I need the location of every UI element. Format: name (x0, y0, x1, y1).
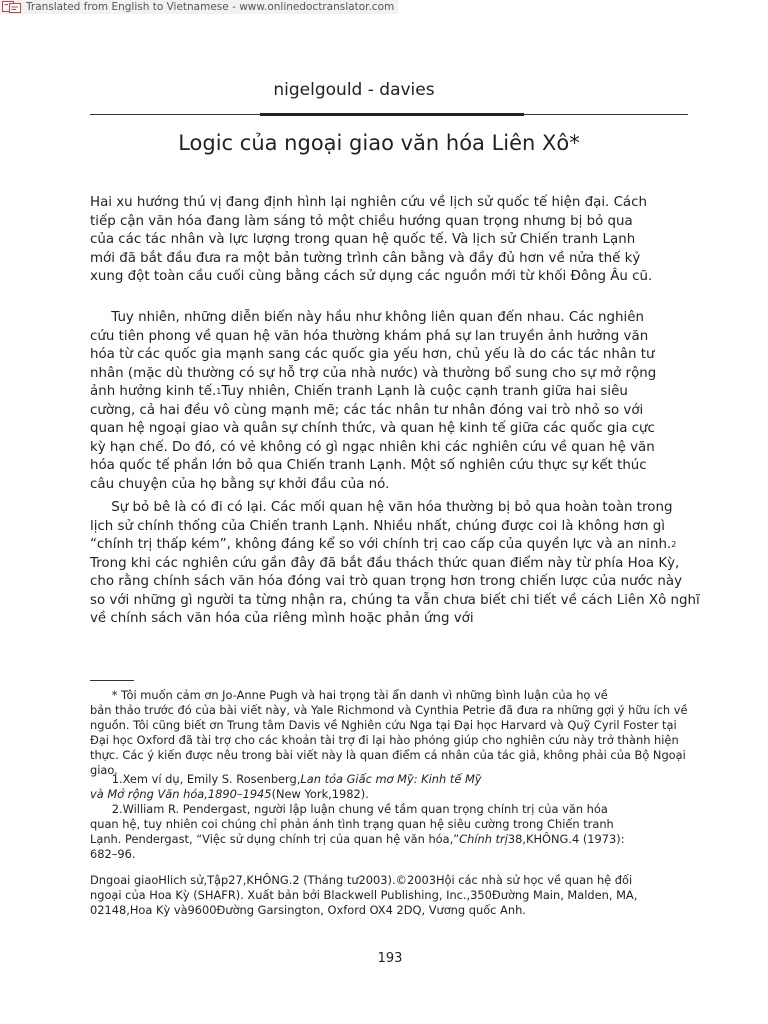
page-number: 193 (377, 951, 403, 966)
text-line-content: Sự bỏ bê là có đi có lại. Các mối quan hệ văn hóa thường bị bỏ qua hoàn toàn trong (111, 500, 673, 515)
text-line: mới đã bắt đầu đưa ra một bản tường trình cân bằng và đầy đủ hơn về nửa thế kỷ (90, 250, 641, 266)
text-line: hóa quốc tế phần lớn bỏ qua Chiến tranh Lạnh. Một số nghiên cứu thực sự kết thúc (90, 458, 647, 473)
footnote-text: (New York,1982). (271, 787, 369, 801)
text-line: nhân (mặc dù thường có sự hỗ trợ của nhà nước) và thường bổ sung cho sự mở rộng (90, 365, 657, 381)
footnote-line: Đại học Oxford đã tài trợ cho các khoản tài trợ đi lại hào phóng giúp cho nghiên cứu này trở thành hiện (90, 733, 679, 747)
text-line: cứu tiên phong về quan hệ văn hóa thường khám phá sự lan truyền ảnh hưởng văn (90, 328, 649, 344)
text-line: xung đột toàn cầu cuối cùng bằng cách sử dụng các nguồn mới từ khối Đông Âu cũ. (90, 269, 653, 284)
footnote-book-title: và Mở rộng Văn hóa,1890–1945 (90, 787, 272, 801)
footnote-star (90, 688, 690, 778)
text-line (90, 499, 696, 518)
text-line (90, 536, 696, 555)
text-fragment: “chính trị thấp kém”, không đáng kể so với chính trị cao cấp của quyền lực và an ninh. (90, 537, 672, 552)
copyright-line: ngoại của Hoa Kỳ (SHAFR). Xuất bản bởi Blackwell Publishing, Inc.,350Đường Main, Malden, MA, (90, 888, 638, 902)
text-fragment: ảnh hưởng kinh tế. (90, 384, 217, 399)
text-line: của các tác nhân và lực lượng trong quan hệ quốc tế. Và lịch sử Chiến tranh Lạnh (90, 232, 636, 247)
footnote-line (90, 787, 690, 802)
footnote-text: 2.William R. Pendergast, người lập luận chung về tầm quan trọng chính trị của văn hóa (111, 802, 608, 816)
text-line: Hai xu hướng thú vị đang định hình lại nghiên cứu về lịch sử quốc tế hiện đại. Cách (90, 195, 647, 210)
footnote-line: bản thảo trước đó của bài viết này, và Yale Richmond và Cynthia Petrie đã đưa ra những gợi ý hữu ích về (90, 703, 688, 717)
text-fragment: Tuy nhiên, Chiến tranh Lạnh là cuộc cạnh tranh giữa hai siêu (221, 384, 628, 399)
text-line: cường, cả hai đều vô cùng mạnh mẽ; các tác nhân tư nhân đóng vai trò nhỏ so với (90, 402, 644, 418)
text-line-content: Tuy nhiên, những diễn biến này hầu như không liên quan đến nhau. Các nghiên (111, 310, 644, 325)
footnote-divider (90, 680, 134, 681)
paragraph-2 (90, 309, 696, 494)
footnote-line (90, 772, 690, 787)
footnote-text: 1.Xem ví dụ, Emily S. Rosenberg, (111, 772, 301, 786)
text-line: lịch sử chính thống của Chiến tranh Lạnh. Nhiều nhất, chúng được coi là không hơn gì (90, 518, 665, 534)
text-line: tiếp cận văn hóa đang làm sáng tỏ một chiều hướng quan trọng nhưng bị bỏ qua (90, 213, 633, 229)
footnote-ref-1[interactable]: 1 (216, 387, 222, 396)
footnote-line: 682–96. (90, 847, 136, 861)
paragraph-3 (90, 499, 700, 629)
article-author: nigelgould - davies (273, 80, 435, 100)
footnote-journal-title: Chính trị (459, 832, 508, 846)
footnote-text: 38,KHÔNG.4 (1973): (507, 832, 625, 846)
footnote-line: giao. (90, 763, 118, 777)
text-line: quan hệ ngoại giao và quân sự chính thức, và quan hệ kinh tế giữa các quốc gia cực (90, 421, 655, 436)
copyright-line: Dngoai giaoHlich sử,Tập27,KHÔNG.2 (Tháng tư2003).©2003Hội các nhà sử học về quan hệ đối (90, 873, 633, 887)
text-line: so với những gì người ta từng nhận ra, chúng ta vẫn chưa biết chi tiết về cách Liên Xô nghĩ (90, 592, 700, 608)
footnote-text: Lạnh. Pendergast, “Việc sử dụng chính trị của quan hệ văn hóa,” (90, 832, 460, 846)
footnote-line (90, 688, 690, 703)
translation-banner[interactable] (0, 0, 398, 14)
translation-banner-link[interactable]: Translated from English to Vietnamese - www.onlinedoctranslator.com (26, 1, 395, 13)
footnote-book-title: Lan tỏa Giấc mơ Mỹ: Kinh tế Mỹ (300, 772, 482, 786)
text-line: cho rằng chính sách văn hóa đóng vai trò quan trọng hơn trong chiến lược của nước này (90, 574, 683, 589)
text-line (90, 383, 696, 402)
paragraph-1 (90, 194, 696, 287)
copyright-line: 02148,Hoa Kỳ và9600Đường Garsington, Oxford OX4 2DQ, Vương quốc Anh. (90, 903, 526, 917)
footnote-line (90, 802, 690, 817)
text-line: về chính sách văn hóa của riêng mình hoặc phản ứng với (90, 611, 474, 626)
text-line: Trong khi các nghiên cứu gần đây đã bắt đầu thách thức quan điểm này từ phía Hoa Kỳ, (90, 555, 680, 571)
header-rule-accent (260, 113, 524, 116)
text-line (90, 309, 696, 328)
footnote-line: quan hệ, tuy nhiên coi chúng chỉ phản ánh tình trạng quan hệ siêu cường trong Chiến tranh (90, 817, 614, 831)
copyright-notice (90, 873, 690, 918)
footnote-2 (90, 802, 690, 862)
footnote-line: nguồn. Tôi cũng biết ơn Trung tâm Davis về Nghiên cứu Nga tại Đại học Harvard và Quỹ Cyril Foster tại (90, 718, 677, 732)
text-line: kỳ hạn chế. Do đó, có vẻ không có gì ngạc nhiên khi các nghiên cứu về quan hệ văn (90, 439, 655, 455)
footnote-line: thực. Các ý kiến được nêu trong bài viết này là quan điểm cá nhân của tác giả, không phải của Bộ Ngoại (90, 748, 686, 762)
footnote-line (90, 832, 690, 847)
text-line: câu chuyện của họ bằng sự khởi đầu của nó. (90, 476, 390, 492)
footnote-text: * Tôi muốn cảm ơn Jo-Anne Pugh và hai trọng tài ẩn danh vì những bình luận của họ về (111, 688, 608, 702)
text-line: hóa từ các quốc gia mạnh sang các quốc gia yếu hơn, chủ yếu là do các tác nhân tư (90, 347, 655, 362)
footnote-ref-2[interactable]: 2 (671, 540, 677, 549)
footnote-1 (90, 772, 690, 802)
article-title: Logic của ngoại giao văn hóa Liên Xô* (178, 131, 580, 155)
translator-logo-icon (2, 1, 22, 13)
